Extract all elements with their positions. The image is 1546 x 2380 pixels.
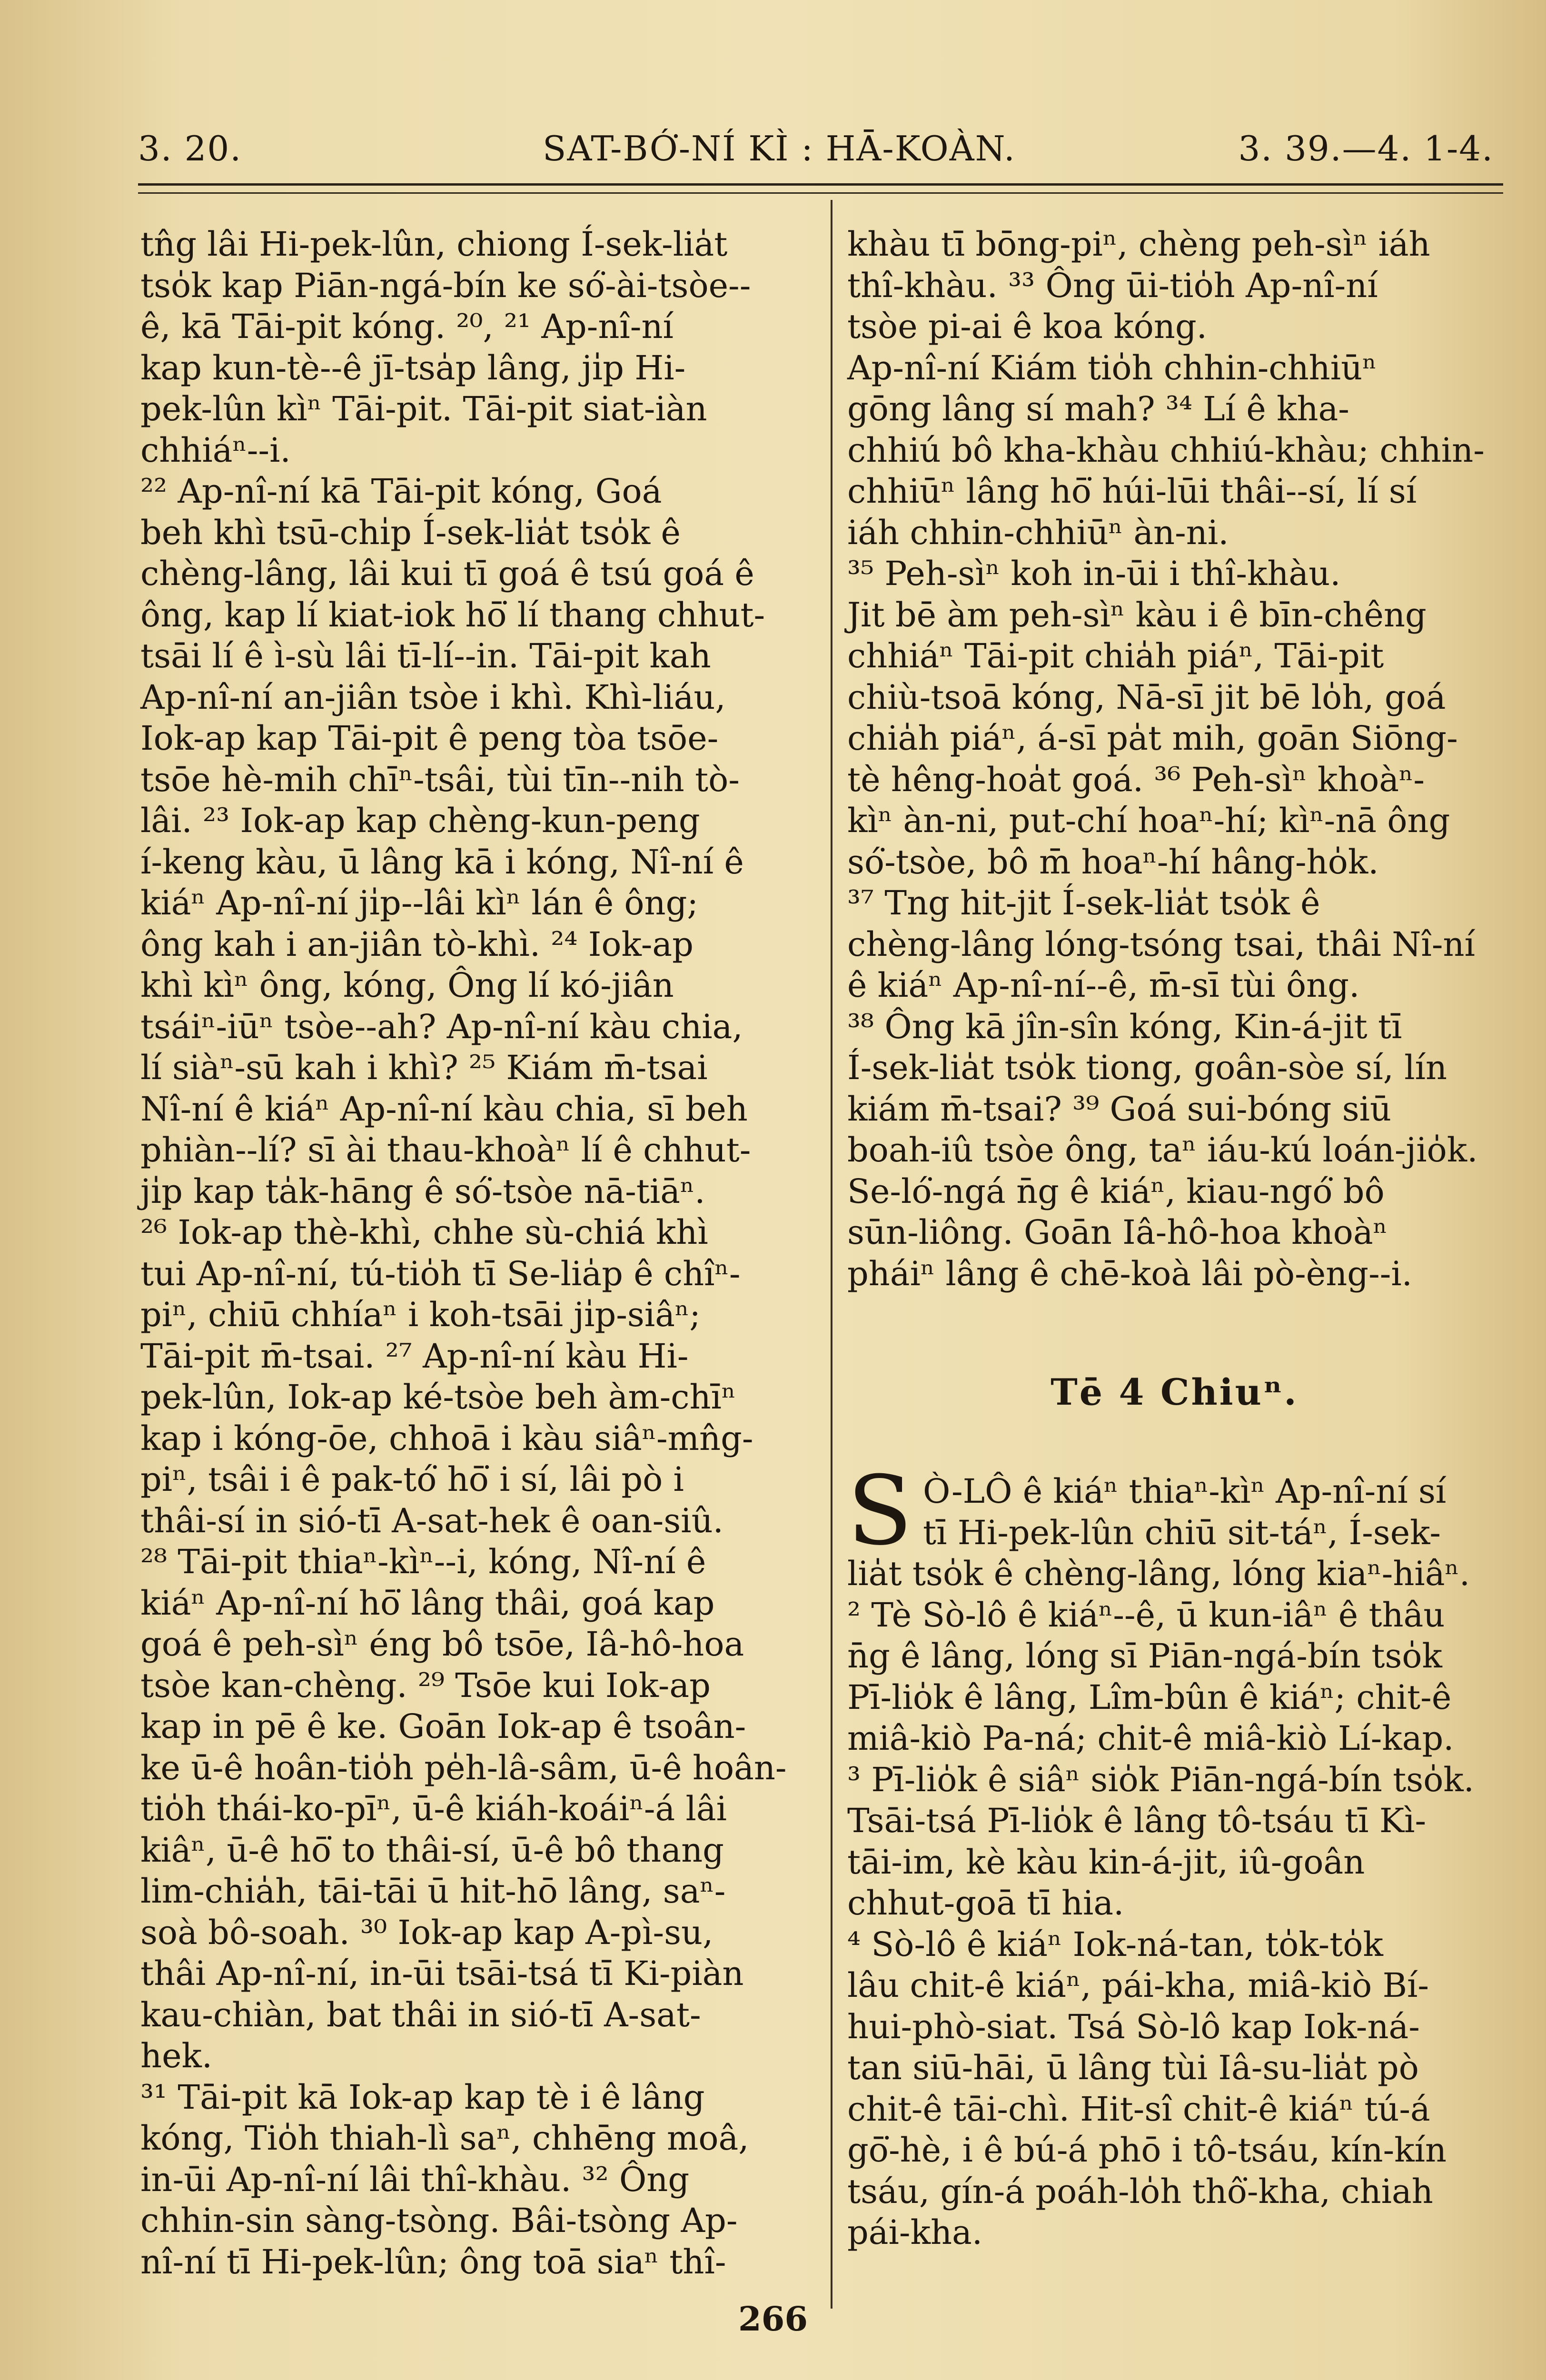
text-line: kìⁿ àn-ni, put-chí hoaⁿ-hí; kìⁿ-nā ông — [847, 801, 1450, 840]
text-line: Jit bē àm peh-sìⁿ kàu i ê bīn-chêng — [847, 595, 1427, 635]
left-text-column — [140, 224, 809, 2282]
text-line: tsōe hè-mih chīⁿ-tsâi, tùi tīn--nih tò- — [140, 760, 740, 799]
text-line: tio̍h thái-ko-pīⁿ, ū-ê kiáh-koáiⁿ-á lâi — [140, 1789, 727, 1828]
text-line: kiâⁿ, ū-ê hō͘ to thâi-sí, ū-ê bô thang — [140, 1830, 724, 1870]
text-line: kiáⁿ Ap-nî-ní hō͘ lâng thâi, goá kap — [140, 1583, 715, 1623]
text-line: tsòe kan-chèng. ²⁹ Tsōe kui Iok-ap — [140, 1666, 711, 1705]
text-line: tui Ap-nî-ní, tú-tio̍h tī Se-lia̍p ê chîⁿ- — [140, 1254, 741, 1293]
chapter-text-line: tāi-im, kè kàu kin-á-jit, iû-goân — [847, 1842, 1365, 1882]
text-line: goá ê peh-sìⁿ éng bô tsōe, Iâ-hô-hoa — [140, 1625, 744, 1664]
text-line: kap i kóng-ōe, chhoā i kàu siâⁿ-mn̂g- — [140, 1418, 753, 1458]
text-line: só͘-tsòe, bô m̄ hoaⁿ-hí hâng-ho̍k. — [847, 842, 1379, 882]
text-line: ³⁷ Tng hit-jit Í-sek-lia̍t tso̍k ê — [847, 883, 1320, 922]
chapter-text-line: gō͘-hè, i ê bú-á phō i tô-tsáu, kín-kín — [847, 2131, 1447, 2170]
text-line: chèng-lâng, lâi kui tī goá ê tsú goá ê — [140, 554, 754, 593]
text-line: kap kun-tè--ê jī-tsa̍p lâng, ji̍p Hi- — [140, 348, 686, 387]
header-title: SAT-BÓ͘-NÍ KÌ : HĀ-KOÀN. — [543, 129, 1016, 169]
text-line: pek-lûn, Iok-ap ké-tsòe beh àm-chīⁿ — [140, 1378, 736, 1417]
header-left-reference: 3. 20. — [138, 129, 242, 169]
text-line: kóng, Tio̍h thiah-lì saⁿ, chhēng moâ, — [140, 2119, 749, 2158]
right-text-column — [847, 224, 1502, 1294]
chapter-heading: Tē 4 Chiuⁿ. — [1050, 1371, 1298, 1413]
chapter-text-line: tsáu, gín-á poáh-lo̍h thô͘-kha, chiah — [847, 2172, 1433, 2211]
text-line: thî-khàu. ³³ Ông ūi-tio̍h Ap-nî-ní — [847, 266, 1378, 305]
text-line: tn̂g lâi Hi-pek-lûn, chiong Í-sek-lia̍t — [140, 225, 728, 264]
text-line: sūn-liông. Goān Iâ-hô-hoa khoàⁿ — [847, 1213, 1387, 1252]
text-line: ³¹ Tāi-pit kā Iok-ap kap tè i ê lâng — [140, 2077, 705, 2117]
text-line: ²⁸ Tāi-pit thiaⁿ-kìⁿ--i, kóng, Nî-ní ê — [140, 1542, 706, 1581]
text-line: piⁿ, chiū chhíaⁿ i koh-tsāi ji̍p-siâⁿ; — [140, 1295, 701, 1334]
chapter-text-line: hui-phò-siat. Tsá Sò-lô kap Iok-ná- — [847, 2007, 1420, 2046]
text-line: í-keng kàu, ū lâng kā i kóng, Nî-ní ê — [140, 842, 744, 882]
text-line: ông kah i an-jiân tò-khì. ²⁴ Iok-ap — [140, 924, 694, 964]
text-line: tsāi lí ê ì-sù lâi tī-lí--in. Tāi-pit kah — [140, 636, 711, 675]
header-rule — [138, 183, 1503, 194]
text-line: thâi-sí in sió-tī A-sat-hek ê oan-siû. — [140, 1501, 723, 1540]
text-line: Ap-nî-ní an-jiân tsòe i khì. Khì-liáu, — [140, 677, 726, 717]
text-line: Tāi-pit m̄-tsai. ²⁷ Ap-nî-ní kàu Hi- — [140, 1336, 689, 1376]
text-line: chhiáⁿ Tāi-pit chia̍h piáⁿ, Tāi-pit — [847, 636, 1384, 675]
text-line: nî-ní tī Hi-pek-lûn; ông toā siaⁿ thî- — [140, 2242, 726, 2281]
text-line: boah-iû tsòe ông, taⁿ iáu-kú loán-jio̍k. — [847, 1130, 1478, 1170]
chapter-text-line: ⁴ Sò-lô ê kiáⁿ Iok-ná-tan, to̍k-to̍k — [847, 1924, 1383, 1964]
text-line: in-ūi Ap-nî-ní lâi thî-khàu. ³² Ông — [140, 2160, 690, 2199]
chapter-text-line: Tsāi-tsá Pī-lio̍k ê lâng tô-tsáu tī Kì- — [847, 1801, 1427, 1840]
text-line: kap in pē ê ke. Goān Iok-ap ê tsoân- — [140, 1707, 746, 1746]
text-line: soà bô-soah. ³⁰ Iok-ap kap A-pì-su, — [140, 1913, 714, 1952]
text-line: chhin-sin sàng-tsòng. Bâi-tsòng Ap- — [140, 2201, 738, 2240]
text-line: ê kiáⁿ Ap-nî-ní--ê, m̄-sī tùi ông. — [847, 966, 1360, 1005]
chapter-text-line: n̄g ê lâng, lóng sī Piān-ngá-bín tso̍k — [847, 1636, 1442, 1676]
text-line: ³⁸ Ông kā jîn-sîn kóng, Kin-á-jit tī — [847, 1007, 1402, 1046]
chapter-text — [847, 1456, 1502, 2253]
text-line: Í-sek-lia̍t tso̍k tiong, goân-sòe sí, lín — [847, 1048, 1447, 1087]
page-number: 266 — [738, 2299, 808, 2339]
text-line: piⁿ, tsâi i ê pak-tó͘ hō͘ i sí, lâi pò i — [140, 1460, 684, 1499]
text-line: chèng-lâng lóng-tsóng tsai, thâi Nî-ní — [847, 924, 1475, 964]
text-line: chhiáⁿ--i. — [140, 430, 291, 470]
chapter-text-line: chhut-goā tī hia. — [847, 1884, 1124, 1923]
text-line: khàu tī bōng-piⁿ, chèng peh-sìⁿ iáh — [847, 225, 1430, 264]
text-line: ²² Ap-nî-ní kā Tāi-pit kóng, Goá — [140, 472, 662, 511]
text-line: pek-lûn kìⁿ Tāi-pit. Tāi-pit siat-iàn — [140, 389, 707, 428]
chapter-text-line: Ò-LÔ ê kiáⁿ thiaⁿ-kìⁿ Ap-nî-ní sí — [923, 1472, 1447, 1511]
text-line: lim-chia̍h, tāi-tāi ū hit-hō lâng, saⁿ- — [140, 1872, 726, 1911]
chapter-text-line: pái-kha. — [847, 2213, 983, 2252]
chapter-text-line: ³ Pī-lio̍k ê siâⁿ sio̍k Piān-ngá-bín tso̍k. — [847, 1760, 1475, 1799]
text-line: lí siàⁿ-sū kah i khì? ²⁵ Kiám m̄-tsai — [140, 1048, 708, 1087]
text-line: pháiⁿ lâng ê chē-koà lâi pò-èng--i. — [847, 1254, 1413, 1293]
text-line: gōng lâng sí mah? ³⁴ Lí ê kha- — [847, 389, 1349, 428]
text-line: chhiú bô kha-khàu chhiú-khàu; chhin- — [847, 430, 1485, 470]
text-line: Iok-ap kap Tāi-pit ê peng tòa tsōe- — [140, 719, 719, 758]
text-line: tso̍k kap Piān-ngá-bín ke só͘-ài-tsòe-- — [140, 266, 751, 305]
running-header — [138, 119, 1494, 176]
chapter-text-line: ² Tè Sò-lô ê kiáⁿ--ê, ū kun-iâⁿ ê thâu — [847, 1595, 1445, 1635]
chapter-text-line: lia̍t tso̍k ê chèng-lâng, lóng kiaⁿ-hiâⁿ. — [847, 1554, 1470, 1593]
text-line: lâi. ²³ Iok-ap kap chèng-kun-peng — [140, 801, 700, 840]
text-line: Se-ló͘-ngá n̄g ê kiáⁿ, kiau-ngó͘ bô — [847, 1171, 1385, 1211]
text-line: kau-chiàn, bat thâi in sió-tī A-sat- — [140, 1995, 701, 2034]
text-line: iáh chhin-chhiūⁿ àn-ni. — [847, 513, 1229, 552]
chapter-text-line: miâ-kiò Pa-ná; chit-ê miâ-kiò Lí-kap. — [847, 1719, 1454, 1758]
text-line: ê, kā Tāi-pit kóng. ²⁰, ²¹ Ap-nî-ní — [140, 307, 674, 346]
drop-cap: S — [847, 1456, 913, 1567]
text-line: tsáiⁿ-iūⁿ tsòe--ah? Ap-nî-ní kàu chia, — [140, 1007, 743, 1046]
chapter-text-line: lâu chit-ê kiáⁿ, pái-kha, miâ-kiò Bí- — [847, 1966, 1429, 2005]
text-line: thâi Ap-nî-ní, in-ūi tsāi-tsá tī Ki-piàn — [140, 1954, 744, 1993]
text-line: beh khì tsū-chi̍p Í-sek-lia̍t tso̍k ê — [140, 513, 681, 552]
text-line: ji̍p kap ta̍k-hāng ê só͘-tsòe nā-tiāⁿ. — [140, 1171, 705, 1211]
text-line: Ap-nî-ní Kiám tio̍h chhin-chhiūⁿ — [847, 348, 1377, 387]
chapter-text-line: Pī-lio̍k ê lâng, Lîm-bûn ê kiáⁿ; chit-ê — [847, 1677, 1452, 1717]
chapter-text-line: tan siū-hāi, ū lâng tùi Iâ-su-lia̍t pò — [847, 2048, 1419, 2087]
text-line: chia̍h piáⁿ, á-sī pa̍t mih, goān Siōng- — [847, 719, 1458, 758]
text-line: ke ū-ê hoân-tio̍h pe̍h-lâ-sâm, ū-ê hoân- — [140, 1748, 787, 1787]
header-right-reference: 3. 39.—4. 1-4. — [1238, 129, 1494, 169]
text-line: tè hêng-hoa̍t goá. ³⁶ Peh-sìⁿ khoàⁿ- — [847, 760, 1425, 799]
text-line: kiáⁿ Ap-nî-ní ji̍p--lâi kìⁿ lán ê ông; — [140, 883, 698, 922]
text-line: khì kìⁿ ông, kóng, Ông lí kó-jiân — [140, 966, 674, 1005]
text-line: phiàn--lí? sī ài thau-khoàⁿ lí ê chhut- — [140, 1130, 751, 1170]
chapter-text-line: chit-ê tāi-chì. Hit-sî chit-ê kiáⁿ tú-á — [847, 2089, 1430, 2129]
text-line: hek. — [140, 2036, 213, 2075]
text-line: ²⁶ Iok-ap thè-khì, chhe sù-chiá khì — [140, 1213, 708, 1252]
chapter-text-line: tī Hi-pek-lûn chiū sit-táⁿ, Í-sek- — [923, 1513, 1441, 1552]
text-line: ³⁵ Peh-sìⁿ koh in-ūi i thî-khàu. — [847, 554, 1341, 593]
text-line: ông, kap lí kiat-iok hō͘ lí thang chhut- — [140, 595, 765, 635]
text-line: chiù-tsoā kóng, Nā-sī jit bē lo̍h, goá — [847, 677, 1446, 717]
text-line: Nî-ní ê kiáⁿ Ap-nî-ní kàu chia, sī beh — [140, 1089, 748, 1129]
text-line: tsòe pi-ai ê koa kóng. — [847, 307, 1208, 346]
text-line: kiám m̄-tsai? ³⁹ Goá sui-bóng siū — [847, 1089, 1392, 1129]
text-line: chhiūⁿ lâng hō͘ húi-lūi thâi--sí, lí sí — [847, 472, 1417, 511]
column-divider — [831, 200, 832, 2309]
